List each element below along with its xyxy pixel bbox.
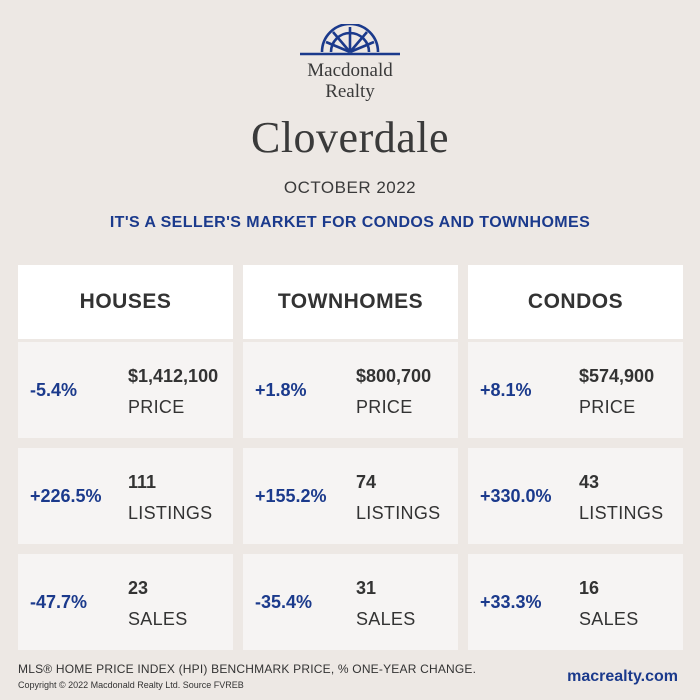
column-title: CONDOS [468,265,683,339]
stat-change: -35.4% [255,591,313,612]
stat-value: 23 [128,578,149,598]
stat-value: 111 [128,472,157,492]
stat-card-listings [18,448,233,544]
stat-card-price [468,342,683,438]
stat-value: 31 [356,578,377,598]
stat-change: -47.7% [30,591,88,612]
stat-label: PRICE [128,397,185,417]
website-link[interactable]: macrealty.com [567,668,678,685]
city-title: Cloverdale [250,113,450,162]
market-headline: IT'S A SELLER'S MARKET FOR CONDOS AND TOWNHOMES [109,214,591,231]
stat-card-sales [243,554,458,650]
stat-value: 16 [579,578,600,598]
footer-note: MLS® HOME PRICE INDEX (HPI) BENCHMARK PRICE, % ONE-YEAR CHANGE. [18,662,477,676]
stat-label: SALES [356,609,416,629]
brand-name-line2: Realty [325,81,375,102]
stat-change: +155.2% [255,485,327,506]
stat-label: PRICE [356,397,413,417]
sunburst-logo-icon [300,24,400,56]
stat-card-sales [468,554,683,650]
stat-change: +33.3% [480,591,542,612]
stat-card-price [18,342,233,438]
stat-change: -5.4% [30,379,78,400]
stat-card-listings [243,448,458,544]
column-condos [468,265,683,629]
stat-card-sales [18,554,233,650]
stat-label: SALES [128,609,188,629]
stat-change: +8.1% [480,379,532,400]
stat-value: $1,412,100 [128,366,219,386]
column-townhomes [243,265,458,629]
copyright-text: Copyright © 2022 Macdonald Realty Ltd. Source FVREB [18,680,244,690]
stat-label: LISTINGS [128,503,213,523]
stat-label: LISTINGS [356,503,441,523]
stat-label: LISTINGS [579,503,664,523]
column-title: HOUSES [18,265,233,339]
column-houses [18,265,233,629]
stat-value: $574,900 [579,366,655,386]
stat-change: +226.5% [30,485,102,506]
report-month: OCTOBER 2022 [283,178,417,197]
stat-value: 74 [356,472,377,492]
stat-label: SALES [579,609,639,629]
stat-change: +1.8% [255,379,307,400]
stat-card-price [243,342,458,438]
stat-label: PRICE [579,397,636,417]
stat-card-listings [468,448,683,544]
stat-value: $800,700 [356,366,432,386]
brand-logo [0,24,700,102]
stat-change: +330.0% [480,485,552,506]
brand-name [0,60,700,102]
column-title: TOWNHOMES [243,265,458,339]
brand-name-line1: Macdonald [307,60,393,81]
stat-value: 43 [579,472,600,492]
